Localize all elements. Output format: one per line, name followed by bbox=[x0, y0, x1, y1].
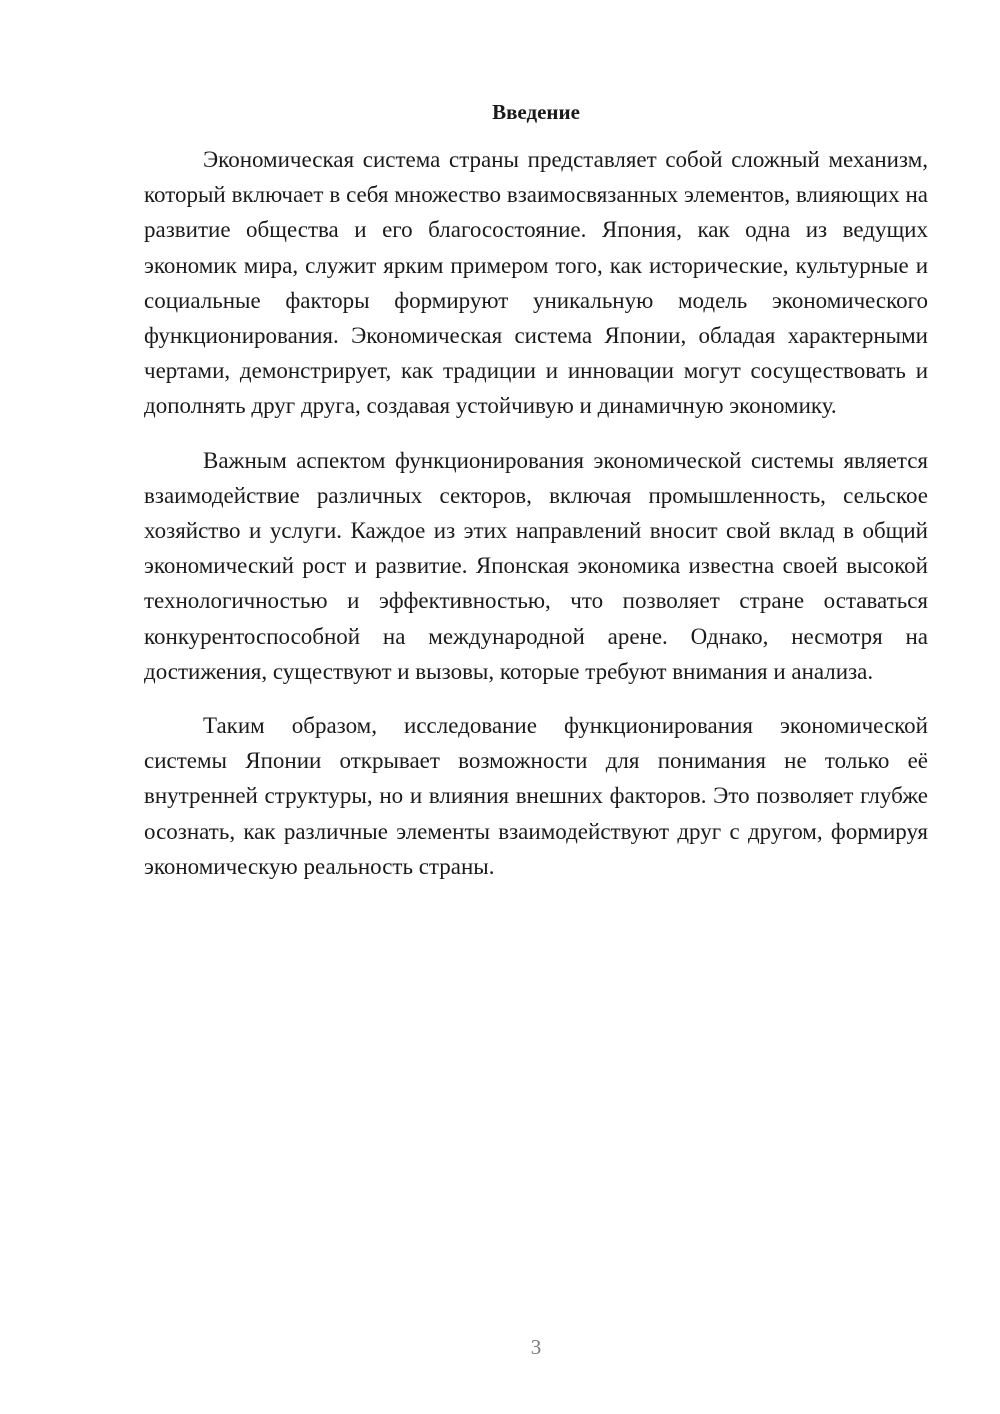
paragraph-2: Важным аспектом функционирования экономической системы является взаимодействие различных секторов, включая промышленность, сельское хозяйство и услуги. Каждое из этих направлений вносит свой вклад в общий экономический рост и развитие. Японская экономика известна своей высокой технологичностью и эффективностью, что позволяет стране оставаться конкурентоспособной на международной арене. Однако, несмотря на достижения, существуют и вызовы, которые требуют внимания и анализа. bbox=[144, 447, 928, 684]
body-text bbox=[144, 142, 928, 903]
page-number: 3 bbox=[530, 1335, 542, 1359]
section-title: Введение bbox=[492, 100, 580, 124]
paragraph-1: Экономическая система страны представляет собой сложный механизм, который включает в себя множество взаимосвязанных элементов, влияющих на развитие общества и его благосостояние. Япония, как одна из ведущих экономик мира, служит ярким примером того, как исторические, культурные и социальные факторы формируют уникальную модель экономического функционирования. Экономическая система Японии, обладая характерными чертами, демонстрирует, как традиции и инновации могут сосуществовать и дополнять друг друга, создавая устойчивую и динамичную экономику. bbox=[144, 147, 928, 419]
paragraph-3: Таким образом, исследование функционирования экономической системы Японии открывает возможности для понимания не только её внутренней структуры, но и влияния внешних факторов. Это позволяет глубже осознать, как различные элементы взаимодействуют друг с другом, формируя экономическую реальность страны. bbox=[144, 713, 928, 879]
